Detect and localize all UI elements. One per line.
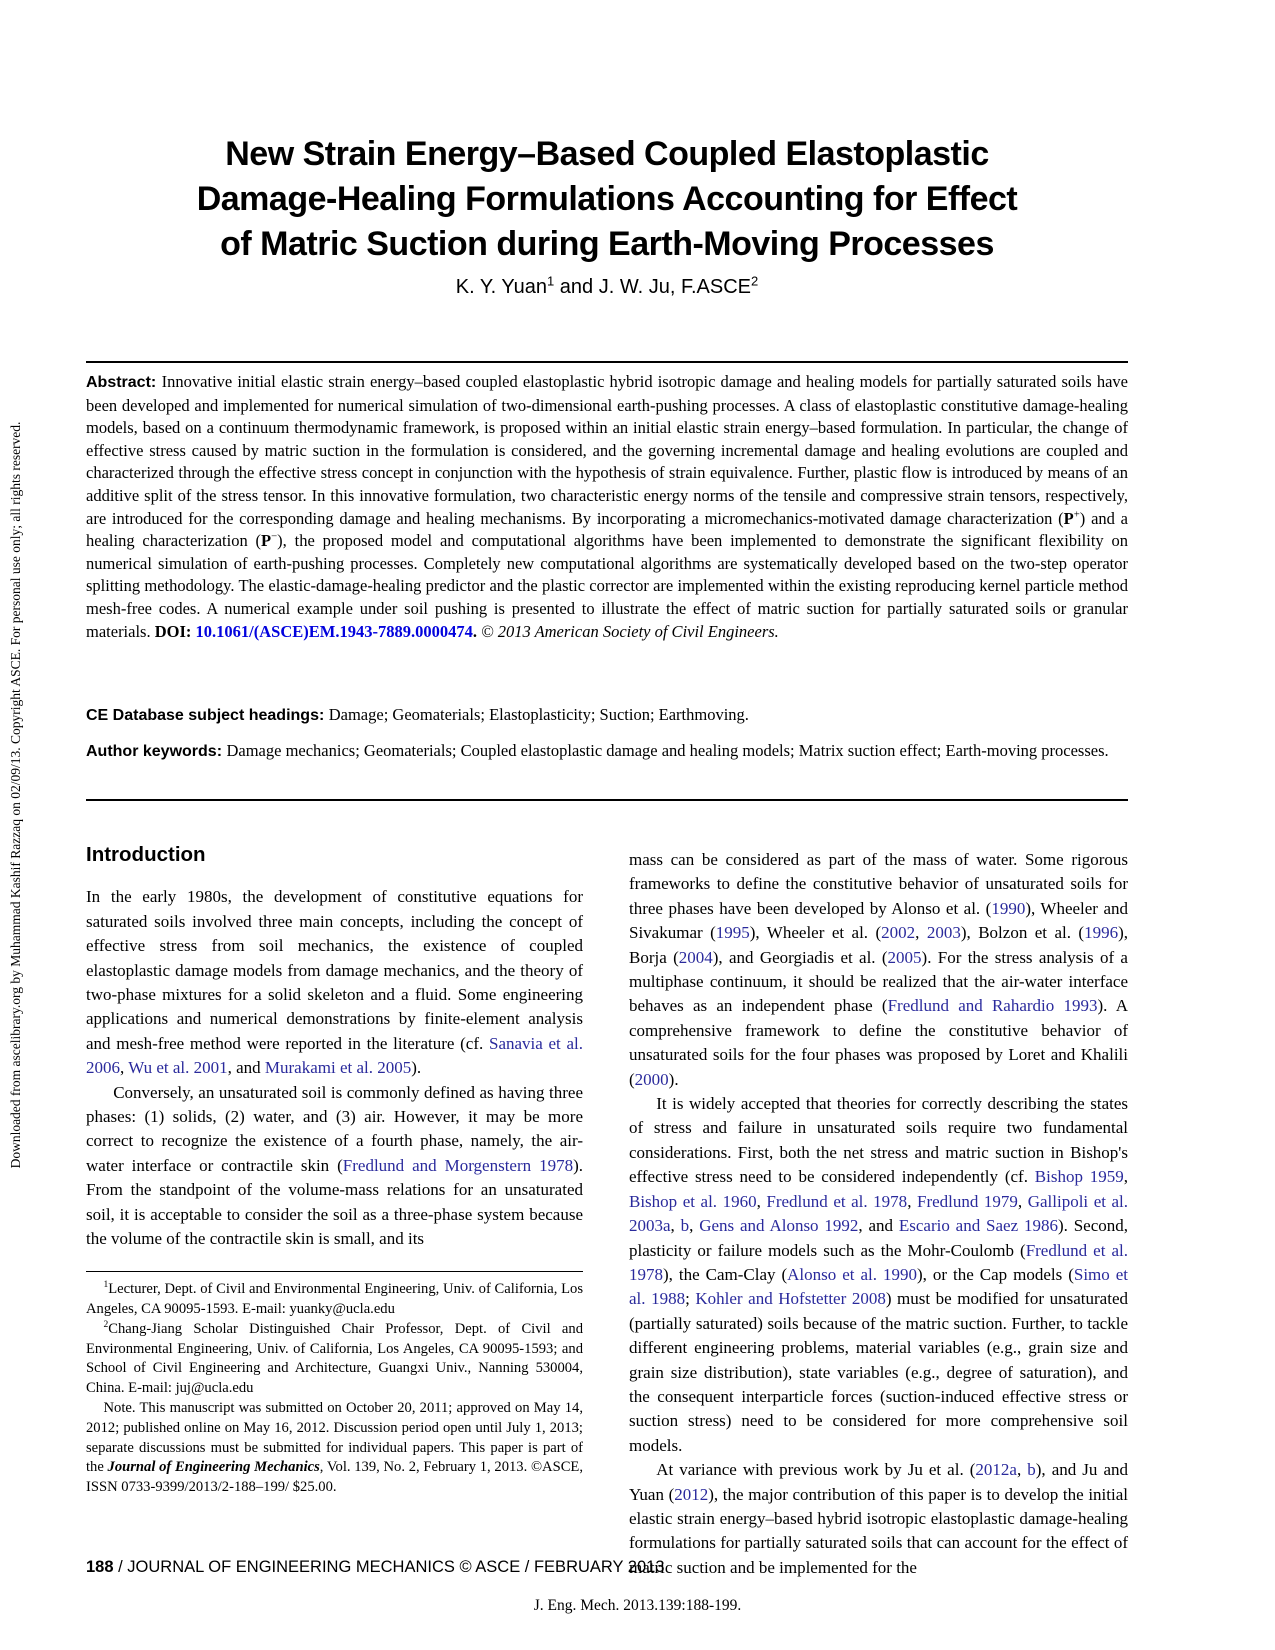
paragraph [86, 1399, 583, 1498]
citation-link[interactable]: Escario and Saez 1986 [898, 1216, 1058, 1236]
citation-link[interactable]: Sanavia et al. 2006 [86, 1033, 583, 1078]
text-segment: , and [227, 1058, 265, 1078]
text-segment: ) must be modified for unsaturated (partially saturated) soils because of the matric suction. Further, to tackle different engineering problems, material variables (e.g., grain size and grain size distribution), state variables (e.g., degree of saturation), and the consequent interparticle forces (suction-induced effective stress or suction stress) need to be considered for more comprehensive soil models. [629, 1289, 1128, 1455]
text-segment: / JOURNAL OF ENGINEERING MECHANICS © ASCE / FEBRUARY 2013 [113, 1558, 665, 1576]
text-segment: − [271, 530, 278, 543]
text-segment: , [915, 923, 927, 943]
footnote-divider [86, 1271, 583, 1272]
text-segment: K. Y. Yuan [455, 276, 547, 298]
footnote-paragraphs [86, 1280, 583, 1498]
page-footer [86, 1558, 665, 1577]
doi-link[interactable]: 10.1061/(ASCE)EM.1943-7889.0000474 [195, 621, 473, 641]
citation-link[interactable]: Alonso et al. 1990 [787, 1264, 917, 1284]
text-segment: At variance with previous work by Ju et al. ( [656, 1460, 976, 1480]
citation-link[interactable]: 2003 [926, 923, 961, 943]
text-segment: ). For the stress analysis of a multiphase continuum, it should be realized that the air-water interface behaves as an independent phase ( [629, 947, 1128, 1016]
text-segment: , [1017, 1191, 1028, 1211]
text-segment: 2 [103, 1319, 109, 1330]
divider-keywords [86, 799, 1128, 801]
text-segment: . [472, 621, 482, 641]
text-segment: , Vol. 139, No. 2, February 1, 2013. ©ASCE, ISSN 0733-9399/2013/2-188–199/ $25.00. [86, 1459, 583, 1496]
text-segment: DOI: [154, 621, 196, 641]
text-segment: 2 [750, 273, 759, 289]
text-segment: , and [858, 1216, 899, 1236]
citation-link[interactable]: Fredlund and Rahardio 1993 [887, 996, 1098, 1016]
text-segment: Author keywords: [86, 743, 227, 760]
text-segment: ), the proposed model and computational algorithms have been implemented to demonstrate the significant flexibility on numerical simulation of earth-pushing processes. Completely new computational algorithms are systematically developed based on the two-step operator splitting methodology. The elastic-damage-healing predictor and the plastic corrector are implemented within the existing reproducing kernel particle method mesh-free codes. A numerical example under soil pushing is presented to illustrate the effect of matric suction for partially saturated soils or granular materials. [86, 531, 1128, 641]
text-segment: ), and Georgiadis et al. ( [712, 947, 888, 967]
text-segment: P [1063, 508, 1074, 528]
author-keywords [86, 740, 1128, 764]
text-segment: ), the major contribution of this paper is to develop the initial elastic strain energy–based hybrid isotropic elastoplastic damage-healing formulations for partially saturated soils that can account for the effect of matric suction and be implemented for the [629, 1484, 1128, 1577]
citation-link[interactable]: Fredlund and Morgenstern 1978 [342, 1155, 574, 1175]
text-segment: Chang-Jiang Scholar Distinguished Chair Professor, Dept. of Civil and Environmental Engineering, Univ. of California, Los Angeles, CA 90095-1593; and School of Civil Engineering and Architecture, Guangxi Univ., Nanning 530004, China. E-mail: juj@ucla.edu [86, 1320, 583, 1397]
text-segment: Abstract: [86, 374, 162, 391]
citation-footer: J. Eng. Mech. 2013.139:188-199. [533, 1597, 742, 1614]
text-segment: ). [668, 1069, 679, 1089]
citation-link[interactable]: 1995 [715, 923, 750, 943]
citation-link[interactable]: Fredlund 1979 [916, 1191, 1018, 1211]
text-segment: ), Borja ( [629, 923, 1129, 967]
text-segment: It is widely accepted that theories for correctly describing the states of stress and failure in unsaturated soils require two fundamental considerations. First, both the net stress and matric suction in Bishop's effective stress need to be considered independently (cf. [629, 1094, 1128, 1187]
paragraph [86, 885, 583, 1080]
citation-link[interactable]: Wu et al. 2001 [128, 1058, 228, 1078]
text-segment: Journal of Engineering Mechanics [107, 1459, 320, 1476]
text-segment: P [261, 531, 272, 551]
paragraph [86, 1280, 583, 1320]
text-segment: 1 [103, 1280, 109, 1291]
text-segment: ), Bolzon et al. ( [960, 923, 1085, 943]
divider-top [86, 361, 1128, 363]
citation-link[interactable]: 1990 [991, 898, 1026, 918]
citation-link[interactable]: 2004 [678, 947, 713, 967]
paragraph [629, 848, 1128, 1092]
text-segment: CE Database subject headings: [86, 707, 329, 724]
left-column-paragraphs [86, 885, 583, 1251]
text-segment: , [1123, 1167, 1128, 1187]
citation-link[interactable]: Fredlund et al. 1978 [629, 1240, 1129, 1284]
text-segment: 188 [86, 1558, 114, 1576]
text-segment: ). A comprehensive framework to define the constitutive behavior of unsaturated soils for the four phases was proposed by Loret and Khalili ( [629, 996, 1128, 1089]
text-segment: and J. W. Ju, F.ASCE [554, 276, 751, 298]
left-column [86, 843, 583, 1252]
right-column-paragraphs [629, 848, 1128, 1580]
text-segment: ). Second, plasticity or failure models such as the Mohr-Coulomb ( [629, 1216, 1129, 1260]
text-segment: Damage mechanics; Geomaterials; Coupled elastoplastic damage and healing models; Matrix suction effect; Earth-moving processes. [226, 741, 1109, 760]
text-segment: ), or the Cap models ( [917, 1264, 1074, 1284]
text-segment: © 2013 American Society of Civil Engineers. [481, 621, 779, 641]
citation-link[interactable]: 2002 [881, 923, 916, 943]
paragraph [86, 1320, 583, 1399]
download-watermark-text: Downloaded from ascelibrary.org by Muhammad Kashif Razzaq on 02/09/13. Copyright ASCE. For personal use only; all rights reserved. [8, 421, 23, 1169]
citation-link[interactable]: Murakami et al. 2005 [264, 1058, 412, 1078]
citation-link[interactable]: Bishop et al. 1960 [629, 1191, 757, 1211]
citation-link[interactable]: b [1027, 1460, 1036, 1480]
citation-link[interactable]: Simo et al. 1988 [629, 1264, 1129, 1309]
paragraph [629, 1458, 1128, 1580]
citation-link[interactable]: 1996 [1084, 923, 1119, 943]
text-segment: ). [411, 1058, 422, 1078]
paragraph [629, 1092, 1128, 1458]
text-segment: In the early 1980s, the development of constitutive equations for saturated soils involved three main concepts, including the concept of effective stress from soil mechanics, the existence of coupled elastoplastic damage models from damage mechanics, and the theory of two-phase mixtures for a solid skeleton and a fluid. Some engineering applications and numerical demonstrations by finite-element analysis and mesh-free method were reported in the literature (cf. [86, 887, 583, 1053]
text-segment: + [1073, 508, 1080, 521]
text-segment: Innovative initial elastic strain energy–based coupled elastoplastic hybrid isotropic damage and healing models for partially saturated soils have been developed and implemented for numerical simulation of two-dimensional earth-pushing processes. A class of elastoplastic constitutive damage-healing models, based on a continuum thermodynamic framework, is proposed within an initial elastic strain energy–based formulation. In particular, the change of effective stress caused by matric suction in the formulation is considered, and the governing incremental damage and healing evolutions are coupled and characterized through the effective stress concept in conjunction with the hypothesis of strain equivalence. Further, plastic flow is introduced by means of an additive split of the stress tensor. In this innovative formulation, two characteristic energy norms of the tensile and compressive strain tensors, respectively, are introduced for the corresponding damage and healing mechanisms. By incorporating a micromechanics-motivated damage characterization ( [86, 372, 1128, 528]
citation-link[interactable]: Bishop 1959 [1034, 1167, 1124, 1187]
text-segment: Damage; Geomaterials; Elastoplasticity; Suction; Earthmoving. [328, 705, 749, 724]
paper-title-line-2: Damage-Healing Formulations Accounting for Effect [196, 180, 1018, 218]
text-segment: , [120, 1058, 129, 1078]
text-segment: ), Wheeler and Sivakumar ( [629, 898, 1128, 943]
authors-line [86, 273, 1128, 299]
text-segment: , [670, 1216, 681, 1236]
citation-link[interactable]: Kohler and Hofstetter 2008 [695, 1289, 886, 1309]
citation-link[interactable]: Fredlund et al. 1978 [766, 1191, 908, 1211]
paper-title-line-1: New Strain Energy–Based Coupled Elastoplastic [225, 135, 989, 173]
citation-link[interactable]: 2005 [887, 947, 922, 967]
abstract [86, 371, 1128, 643]
ce-database-headings [86, 704, 1128, 728]
text-segment: ), the Cam-Clay ( [663, 1264, 788, 1284]
text-segment: Lecturer, Dept. of Civil and Environmental Engineering, Univ. of California, Los Angeles, CA 90095-1593. E-mail: yuanky@ucla.edu [86, 1281, 583, 1317]
text-segment: , [907, 1191, 917, 1211]
text-segment: ). From the standpoint of the volume-mass relations for an unsaturated soil, it is acceptable to consider the soil as a three-phase system because the volume of the contractile skin is small, and its [86, 1155, 583, 1249]
text-segment: Conversely, an unsaturated soil is commonly defined as having three phases: (1) solids, (2) water, and (3) air. However, it may be more correct to recognize the existence of a fourth phase, namely, the air-water interface or contractile skin ( [86, 1082, 583, 1175]
text-segment: ; [685, 1289, 696, 1309]
footnotes [86, 1271, 583, 1498]
text-segment: ), and Ju and Yuan ( [629, 1460, 1128, 1504]
text-segment: 1 [547, 273, 555, 289]
paper-title-line-3: of Matric Suction during Earth-Moving Processes [220, 225, 994, 263]
citation-link[interactable]: b [680, 1216, 690, 1236]
text-segment: Note. This manuscript was submitted on October 20, 2011; approved on May 14, 2012; published online on May 16, 2012. Discussion period open until July 1, 2013; separate discussions must be submitted for individual papers. This paper is part of the [86, 1399, 583, 1476]
paper-title [86, 132, 1128, 267]
paragraph [86, 1081, 583, 1252]
text-segment: mass can be considered as part of the mass of water. Some rigorous frameworks to define the constitutive behavior of unsaturated soils for three phases have been developed by Alonso et al. ( [629, 850, 1128, 918]
text-segment: , [756, 1191, 767, 1211]
citation-link[interactable]: 2012a [975, 1460, 1017, 1480]
introduction-heading: Introduction [86, 843, 206, 866]
citation-link[interactable]: 2012 [674, 1484, 709, 1504]
citation-link[interactable]: 2000 [634, 1069, 669, 1089]
citation-link[interactable]: Gallipoli et al. 2003a [629, 1191, 1129, 1236]
text-segment: , [689, 1216, 700, 1236]
text-segment: ) and a healing characterization ( [86, 508, 1128, 551]
right-column [629, 848, 1128, 1580]
text-segment: , [1016, 1460, 1028, 1480]
citation-link[interactable]: Gens and Alonso 1992 [699, 1216, 859, 1236]
text-segment: ), Wheeler et al. ( [749, 923, 882, 943]
